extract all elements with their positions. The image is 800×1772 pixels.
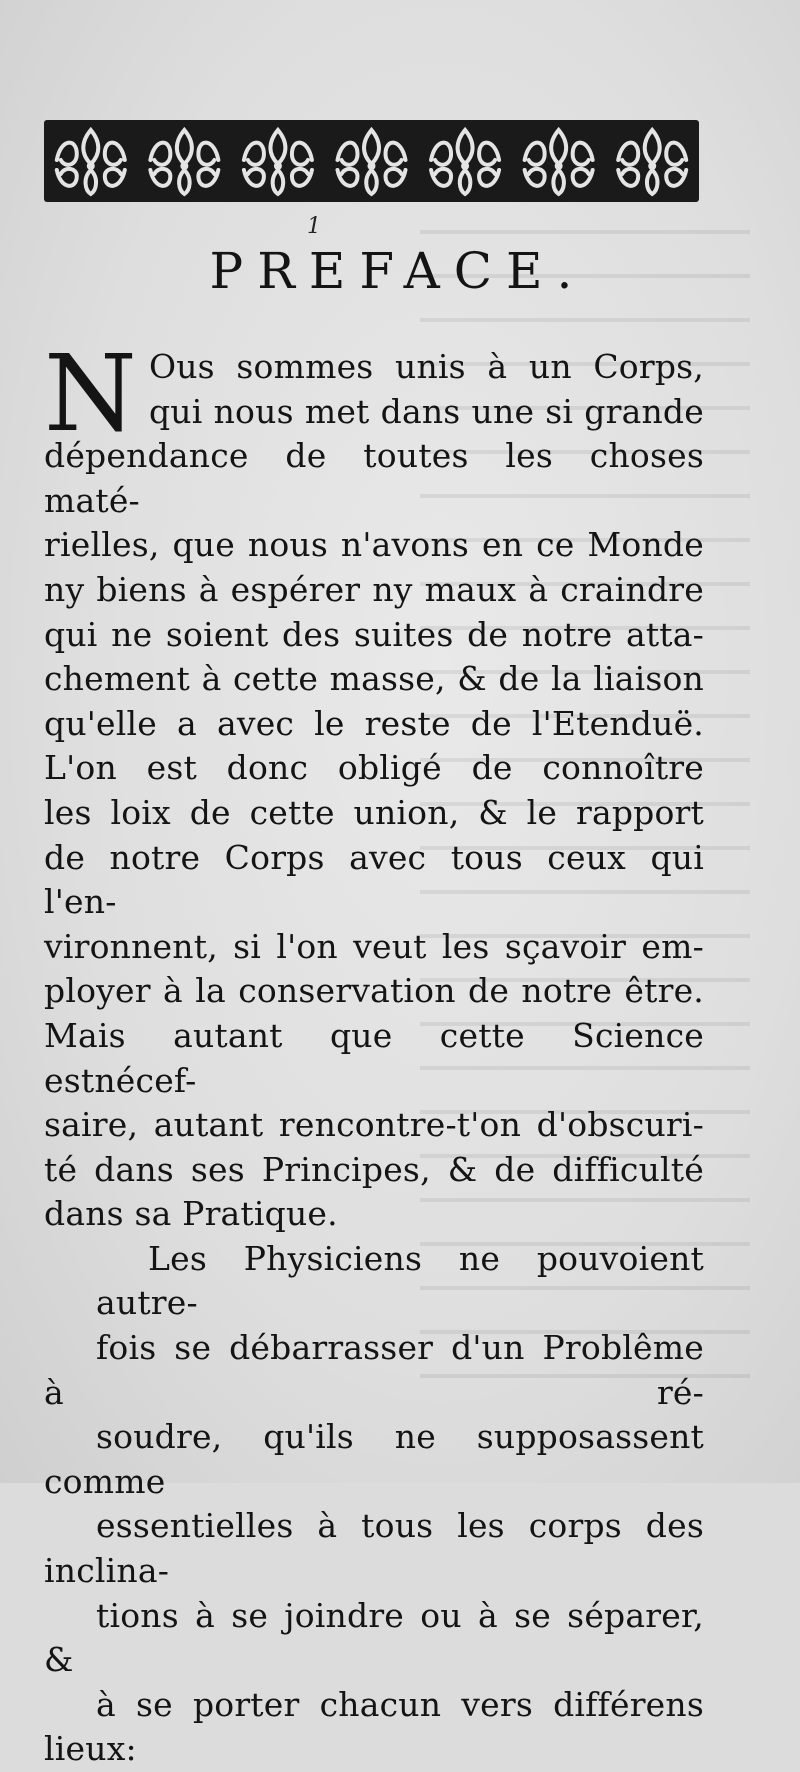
- paragraph-2: [44, 1237, 704, 1772]
- text-line: L'on est donc obligé de connoître: [44, 748, 704, 788]
- text-line: qu'elle a avec le reste de l'Etenduë.: [44, 703, 704, 743]
- text-line: Mais autant que cette Science estnécef-: [44, 1015, 704, 1100]
- page-title: PREFACE.: [209, 242, 587, 300]
- text-line: Les Physiciens ne pouvoient autre-: [96, 1238, 704, 1323]
- text-line: à se porter chacun vers différens lieux:: [44, 1684, 704, 1769]
- text-line: qui ne soient des suites de notre atta-: [44, 614, 704, 654]
- body-text: [44, 332, 704, 1772]
- text-line: soudre, qu'ils ne supposassent comme: [44, 1417, 704, 1501]
- text-line: rielles, que nous n'avons en ce Monde: [44, 525, 704, 565]
- page-mark: 1: [307, 214, 321, 239]
- text-line: vironnent, si l'on veut les sçavoir em-: [44, 926, 704, 966]
- text-line: Ous sommes unis à un Corps,: [148, 347, 704, 386]
- text-line: dépendance de toutes les choses maté-: [44, 436, 704, 520]
- text-line: ny biens à espérer ny maux à craindre: [44, 569, 704, 609]
- text-line: essentielles à tous les corps des inclina-: [44, 1506, 704, 1591]
- text-line: qui nous met dans une si grande: [148, 391, 704, 431]
- fleuron-band-icon: [44, 120, 699, 202]
- text-line: de notre Corps avec tous ceux qui l'en-: [44, 837, 704, 922]
- text-line: dans sa Pratique.: [44, 1194, 338, 1234]
- drop-cap: N: [44, 332, 137, 455]
- text-line: fois se débarrasser d'un Problême à ré-: [44, 1328, 704, 1412]
- text-line: tions à se joindre ou à se séparer, &: [44, 1595, 704, 1680]
- text-line: té dans ses Principes, & de difficulté: [44, 1149, 704, 1189]
- text-line: saire, autant rencontre-t'on d'obscuri-: [44, 1105, 704, 1145]
- paragraph-1: [44, 332, 704, 1237]
- text-line: ployer à la conservation de notre être.: [44, 971, 704, 1011]
- text-line: chement à cette masse, & de la liaison: [44, 659, 704, 699]
- text-line: les loix de cette union, & le rapport: [44, 792, 704, 832]
